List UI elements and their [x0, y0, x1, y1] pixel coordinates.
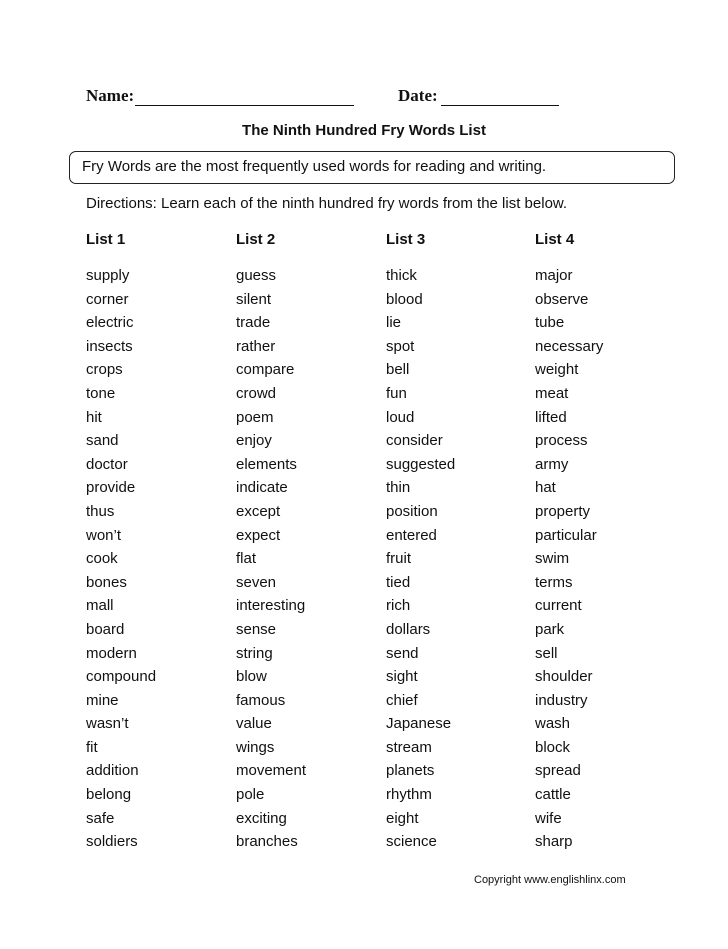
- list-item: observe: [535, 290, 589, 308]
- list-item: indicate: [236, 479, 288, 497]
- list-item: elements: [236, 455, 297, 473]
- list-item: compound: [86, 668, 157, 686]
- list-item: spread: [535, 762, 581, 780]
- list-item: wings: [236, 738, 275, 756]
- list-item: industry: [535, 691, 588, 709]
- word-list-items: [86, 266, 156, 856]
- word-list-items: [386, 266, 455, 856]
- list-item: tube: [535, 314, 565, 332]
- info-text: Fry Words are the most frequently used words for reading and writing.: [82, 158, 547, 175]
- list-item: bones: [86, 573, 127, 591]
- date-label: Date:: [398, 86, 438, 105]
- list-item: sand: [86, 432, 119, 450]
- list-item: planets: [386, 762, 435, 780]
- list-item: process: [535, 432, 588, 450]
- list-item: modern: [86, 644, 137, 662]
- list-item: meat: [535, 384, 569, 402]
- list-item: compare: [236, 361, 295, 379]
- list-item: major: [535, 267, 573, 284]
- list-item: addition: [86, 762, 139, 780]
- worksheet-title: The Ninth Hundred Fry Words List: [242, 122, 486, 139]
- list-item: expect: [236, 526, 281, 544]
- list-item: hat: [535, 479, 556, 497]
- list-item: wife: [535, 809, 562, 827]
- list-item: property: [535, 502, 591, 520]
- list-item: string: [236, 644, 273, 662]
- list-item: rich: [386, 597, 411, 615]
- list-header: List 1: [86, 231, 126, 248]
- list-item: necessary: [535, 337, 604, 355]
- list-item: flat: [236, 550, 257, 568]
- list-item: cattle: [535, 786, 571, 804]
- list-item: provide: [86, 479, 136, 497]
- list-item: suggested: [386, 455, 456, 473]
- list-item: insects: [86, 337, 133, 355]
- list-item: enjoy: [236, 432, 272, 450]
- list-item: tone: [86, 384, 116, 402]
- list-item: blow: [236, 668, 267, 686]
- list-item: value: [236, 715, 272, 733]
- list-item: exciting: [236, 809, 287, 827]
- list-item: fun: [386, 384, 407, 402]
- list-item: crowd: [236, 384, 277, 402]
- copyright-text: Copyright www.englishlinx.com: [474, 874, 626, 886]
- list-item: fit: [86, 738, 98, 756]
- list-header: List 3: [386, 231, 426, 248]
- list-item: hit: [86, 408, 102, 426]
- list-item: park: [535, 620, 565, 638]
- list-item: fruit: [386, 550, 412, 568]
- list-item: rather: [236, 337, 276, 355]
- list-item: wasn’t: [86, 715, 129, 733]
- list-item: lie: [386, 314, 402, 332]
- list-item: terms: [535, 573, 573, 591]
- list-item: thick: [386, 267, 417, 284]
- list-item: mine: [86, 691, 119, 709]
- word-list-4: [535, 230, 603, 856]
- list-item: guess: [236, 267, 277, 284]
- list-item: corner: [86, 290, 129, 308]
- list-item: sense: [236, 620, 277, 638]
- word-list-items: [236, 266, 306, 856]
- word-list-1: [86, 230, 156, 856]
- list-item: safe: [86, 809, 115, 827]
- word-list-2: [236, 230, 306, 856]
- list-item: current: [535, 597, 582, 615]
- list-item: shoulder: [535, 668, 593, 686]
- list-item: stream: [386, 738, 432, 756]
- list-item: tied: [386, 573, 411, 591]
- list-item: won’t: [86, 526, 122, 544]
- list-item: wash: [535, 715, 571, 733]
- list-item: weight: [535, 361, 579, 379]
- list-item: block: [535, 738, 571, 756]
- list-item: interesting: [236, 597, 306, 615]
- list-item: spot: [386, 337, 415, 355]
- list-item: silent: [236, 290, 272, 308]
- list-item: sell: [535, 644, 558, 662]
- list-item: crops: [86, 361, 123, 379]
- list-item: bell: [386, 361, 410, 379]
- list-item: poem: [236, 408, 274, 426]
- list-item: branches: [236, 833, 298, 851]
- info-box: [69, 151, 675, 184]
- list-item: send: [386, 644, 419, 662]
- list-item: cook: [86, 550, 118, 568]
- list-item: thus: [86, 502, 115, 520]
- list-item: swim: [535, 550, 570, 568]
- name-blank-line[interactable]: [135, 105, 354, 106]
- list-item: pole: [236, 786, 265, 804]
- directions-text: Directions: Learn each of the ninth hundred fry words from the list below.: [86, 195, 568, 212]
- word-list-3: [386, 230, 455, 856]
- list-item: belong: [86, 786, 132, 804]
- list-item: army: [535, 455, 569, 473]
- list-item: mall: [86, 597, 114, 615]
- list-item: sight: [386, 668, 418, 686]
- list-item: sharp: [535, 833, 573, 851]
- word-list-items: [535, 266, 603, 856]
- list-item: eight: [386, 809, 419, 827]
- list-item: entered: [386, 526, 437, 544]
- list-item: soldiers: [86, 833, 138, 851]
- list-item: doctor: [86, 455, 128, 473]
- date-blank-line[interactable]: [441, 105, 559, 106]
- list-item: rhythm: [386, 786, 432, 804]
- list-item: dollars: [386, 620, 431, 638]
- list-item: seven: [236, 573, 277, 591]
- name-label: Name:: [86, 86, 135, 105]
- list-item: science: [386, 833, 437, 851]
- list-item: board: [86, 620, 125, 638]
- list-item: particular: [535, 526, 597, 544]
- list-item: except: [236, 502, 281, 520]
- list-item: consider: [386, 432, 443, 450]
- list-item: chief: [386, 691, 418, 709]
- list-header: List 4: [535, 231, 575, 248]
- list-item: position: [386, 502, 438, 520]
- list-item: famous: [236, 691, 286, 709]
- list-item: trade: [236, 314, 271, 332]
- list-item: thin: [386, 479, 411, 497]
- list-item: lifted: [535, 408, 567, 426]
- list-item: Japanese: [386, 715, 452, 733]
- list-item: movement: [236, 762, 307, 780]
- list-item: blood: [386, 290, 423, 308]
- list-item: electric: [86, 314, 134, 332]
- list-item: loud: [386, 408, 415, 426]
- list-item: supply: [86, 267, 130, 284]
- list-header: List 2: [236, 231, 276, 248]
